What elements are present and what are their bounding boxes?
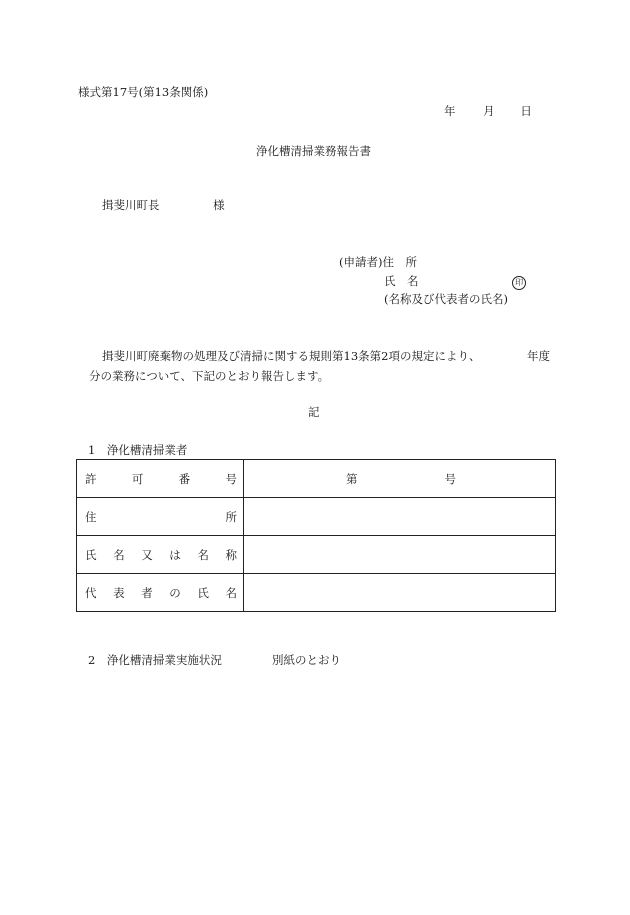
permit-number-prefix: 第 xyxy=(346,471,358,486)
label-char: 可 xyxy=(131,471,144,486)
applicant-name-label: 氏 名 xyxy=(384,274,419,288)
name-label xyxy=(77,536,244,574)
applicant-prefix: (申請者) xyxy=(339,255,383,269)
addressee xyxy=(102,198,225,212)
representative-field[interactable] xyxy=(244,574,556,612)
table-row-permit-number xyxy=(77,460,556,498)
permit-number-label xyxy=(77,460,244,498)
applicant-note: (名称及び代表者の氏名) xyxy=(384,292,508,306)
date-year-label: 年 xyxy=(444,104,456,118)
label-char: 代 xyxy=(85,585,97,600)
table-row-address xyxy=(77,498,556,536)
label-char: は xyxy=(169,547,181,562)
label-char: 所 xyxy=(225,509,237,524)
applicant-address-line xyxy=(339,255,417,269)
label-char: 許 xyxy=(85,471,97,486)
label-char: 者 xyxy=(141,585,153,600)
table-row-representative xyxy=(77,574,556,612)
addressee-honorific: 様 xyxy=(213,198,225,212)
form-number: 様式第17号(第13条関係) xyxy=(78,85,209,99)
label-char: 番 xyxy=(178,471,191,486)
date-month-label: 月 xyxy=(483,104,495,118)
permit-number-suffix: 号 xyxy=(444,471,456,486)
label-char: の xyxy=(169,585,181,600)
date-day-label: 日 xyxy=(520,104,532,118)
body-text-line1: 揖斐川町廃棄物の処理及び清掃に関する規則第13条第2項の規定により、 xyxy=(102,349,481,363)
label-char: 住 xyxy=(85,509,97,524)
section2-value: 別紙のとおり xyxy=(272,653,341,667)
label-char: 称 xyxy=(225,547,237,562)
address-field[interactable] xyxy=(244,498,556,536)
permit-number-field[interactable] xyxy=(244,460,556,498)
representative-label xyxy=(77,574,244,612)
section1-heading: 1 浄化槽清掃業者 xyxy=(88,443,188,457)
address-label xyxy=(77,498,244,536)
label-char: 名 xyxy=(113,547,125,562)
applicant-name-line xyxy=(384,274,526,290)
applicant-address-label: 住 所 xyxy=(382,255,417,269)
section2-heading: 2 浄化槽清掃業実施状況 xyxy=(88,653,222,667)
label-char: 名 xyxy=(225,585,237,600)
label-char: 名 xyxy=(197,547,209,562)
seal-mark-icon: 印 xyxy=(512,276,526,290)
label-char: 氏 xyxy=(197,585,209,600)
contractor-table xyxy=(76,459,556,612)
body-text-line2: 分の業務について、下記のとおり報告します。 xyxy=(89,369,330,383)
addressee-name: 揖斐川町長 xyxy=(102,198,160,212)
body-text-fiscal-year: 年度 xyxy=(527,349,550,363)
table-row-name xyxy=(77,536,556,574)
label-char: 又 xyxy=(141,547,153,562)
label-char: 表 xyxy=(113,585,125,600)
date-line xyxy=(444,104,532,118)
label-char: 氏 xyxy=(85,547,97,562)
name-field[interactable] xyxy=(244,536,556,574)
ki-heading: 記 xyxy=(308,405,320,419)
label-char: 号 xyxy=(225,471,237,486)
document-title: 浄化槽清掃業務報告書 xyxy=(256,144,371,158)
